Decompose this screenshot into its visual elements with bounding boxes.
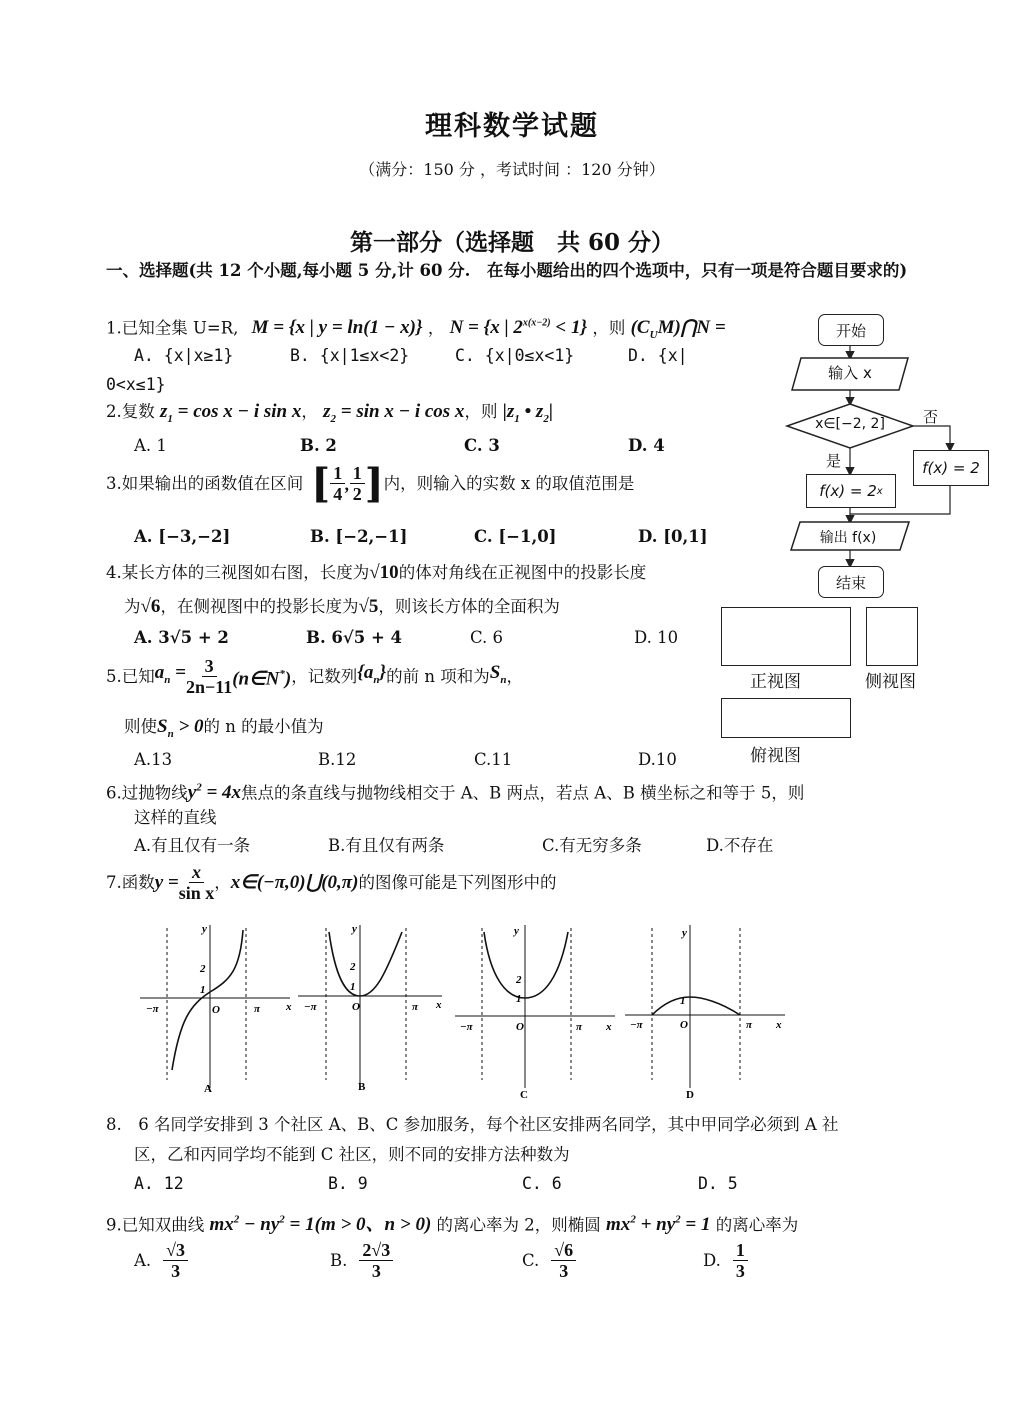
front-view-rect [721, 607, 851, 666]
q3-option-d: D. [0,1] [638, 527, 708, 546]
flowchart-end: 结束 [818, 566, 884, 598]
page-title: 理科数学试题 [425, 111, 599, 142]
question-6-line-2: 这样的直线 [134, 808, 217, 827]
q5-option-a: A.13 [134, 750, 173, 769]
side-view-rect [866, 607, 918, 666]
graph-d-label: D [686, 1089, 694, 1101]
graph-a-label: A [204, 1083, 212, 1095]
question-9-stem: 9.已知双曲线 $mx^2 - ny^2 = 1(m > 0$、n > 0) 的离心率为 2，则椭圆 $mx^2 + ny^2 = 1$ 的离心率为 [106, 1214, 799, 1236]
graph-c-x-label: x [606, 1021, 612, 1033]
graph-c-tick-neg-pi: −π [460, 1021, 473, 1033]
graph-b-tick-neg-pi: −π [304, 1001, 317, 1013]
graph-d-tick-o: O [680, 1019, 688, 1031]
page-subtitle: （满分：150 分 ，考试时间 ：120 分钟） [359, 160, 665, 179]
question-3-stem: 3.如果输出的函数值在区间 [ $\frac{1}{4}$ , $\frac{1}{2}$ ] 内，则输入的实数 x 的取值范围是 [106, 459, 635, 507]
graph-a-tick-2: 2 [200, 963, 206, 975]
graph-b-y-label: y [352, 923, 357, 935]
q9-option-b: B. $\frac{2√3}{3}$ [330, 1240, 393, 1281]
q4-option-c: C. 6 [470, 628, 504, 647]
q8-option-c: C. 6 [522, 1174, 562, 1193]
q5-option-d: D.10 [638, 750, 677, 769]
q8-option-b: B. 9 [328, 1174, 368, 1193]
q6-option-d: D.不存在 [706, 836, 774, 855]
graph-d [625, 925, 785, 1101]
question-4-line-2: 为√6，在侧视图中的投影长度为√5，则该长方体的全面积为 [124, 596, 560, 617]
graph-c [455, 925, 615, 1101]
graph-d-x-label: x [776, 1019, 782, 1031]
flowchart-yes-label: 是 [826, 452, 842, 470]
question-7-stem: 7.函数 y = $\frac{x}{\text{sin x}}$ ， x∈(−π,0)⋃(0,π) 的图像可能是下列图形中的 [106, 862, 557, 903]
graph-a-y-label: y [202, 923, 207, 935]
graph-b-label: B [358, 1081, 366, 1093]
graph-b-tick-pi: π [412, 1001, 419, 1013]
q6-option-b: B.有且仅有两条 [328, 836, 445, 855]
q4-option-d: D. 10 [634, 628, 679, 647]
graph-b-tick-o: O [352, 1001, 360, 1013]
graph-a [140, 923, 292, 1095]
set-expression: $(C_UM)⋂N$ = [630, 317, 726, 342]
q7-graphs [130, 920, 800, 1105]
top-view-label: 俯视图 [750, 746, 801, 766]
graph-c-tick-o: O [516, 1021, 524, 1033]
q9-option-c: C. $\frac{√6}{3}$ [522, 1240, 576, 1281]
question-5-line-1: 5.已知 $a_n$ = $\frac{3}{2n-11}$ (n∈N*) ，记数列 $\{a_n\}$ 的前 n 项和为 $S_n$ ， [106, 656, 523, 697]
flowchart-no-label: 否 [923, 408, 939, 426]
set-m: M = {x | y = ln(1 − x)} [251, 317, 423, 339]
q6-option-c: C.有无穷多条 [542, 836, 642, 855]
q5-option-b: B.12 [318, 750, 357, 769]
graph-d-tick-1: 1 [680, 995, 686, 1007]
side-view-label: 侧视图 [865, 672, 916, 692]
graph-c-tick-2: 2 [516, 974, 522, 986]
graph-a-tick-1: 1 [200, 984, 206, 996]
graph-b-tick-1: 1 [350, 981, 356, 993]
question-6-line-1: 6.过抛物线$y^2 = 4x$焦点的条直线与抛物线相交于 A、B 两点，若点 A、B 横坐标之和等于 5，则 [106, 782, 805, 804]
graph-b [298, 923, 442, 1093]
q1-option-a: A. {x|x≥1} [134, 346, 234, 365]
graph-c-tick-1: 1 [516, 993, 522, 1005]
graph-d-tick-neg-pi: −π [630, 1019, 643, 1031]
graph-a-tick-neg-pi: −π [146, 1003, 159, 1015]
q4-option-b: B. 6√5 + 4 [306, 628, 403, 647]
graph-c-y-label: y [514, 925, 519, 937]
graph-c-tick-pi: π [576, 1021, 583, 1033]
flowchart-condition: x∈[−2, 2] [815, 416, 885, 432]
flowchart-else-box: f(x) = 2 [913, 450, 989, 486]
graph-a-x-label: x [286, 1001, 292, 1013]
graph-a-tick-o: O [212, 1004, 220, 1016]
flowchart-start: 开始 [818, 314, 884, 346]
q3-option-b: B. [−2,−1] [310, 527, 408, 546]
graph-d-tick-pi: π [746, 1019, 753, 1031]
question-4-line-1: 4.某长方体的三视图如右图，长度为√10的体对角线在正视图中的投影长度 [106, 562, 647, 583]
q4-option-a: A. 3√5 + 2 [134, 628, 229, 647]
q8-option-a: A. 12 [134, 1174, 184, 1193]
question-8-line-2: 区，乙和丙同学均不能到 C 社区，则不同的安排方法种数为 [134, 1145, 570, 1164]
graph-d-y-label: y [682, 927, 687, 939]
part-heading: 第一部分（选择题 共 60 分） [349, 229, 675, 256]
question-2-stem: 2.复数 $z_1 = \cos x - i$ sin x， $z_2 = \sin x - i$ cos x，则 $|z_1$ • $z_2|$ [106, 401, 553, 425]
q9-option-a: A. $\frac{√3}{3}$ [134, 1240, 188, 1281]
question-8-line-1: 8. 6 名同学安排到 3 个社区 A、B、C 参加服务，每个社区安排两名同学，其中甲同学必须到 A 社 [106, 1115, 839, 1134]
front-view-label: 正视图 [750, 672, 801, 692]
q2-option-c: C. 3 [464, 436, 500, 455]
q1-option-d-cont: 0<x≤1} [106, 375, 166, 394]
q3-option-c: C. [−1,0] [474, 527, 557, 546]
q9-option-d: D. $\frac{1}{3}$ [703, 1240, 748, 1281]
graph-b-x-label: x [436, 999, 442, 1011]
flowchart-input: 输入 x [828, 364, 872, 382]
q1-option-b: B. {x|1≤x<2} [290, 346, 410, 365]
q3-option-a: A. [−3,−2] [134, 527, 231, 546]
q8-option-d: D. 5 [698, 1174, 738, 1193]
q2-option-a: A. 1 [134, 436, 167, 455]
question-5-line-2: 则使$S_n > 0$的 n 的最小值为 [124, 716, 324, 740]
q2-option-d: D. 4 [628, 436, 665, 455]
question-1-stem: 1.已知全集 U=R, M = {x | y = ln(1 − x)} ， N = {x | $2^{x(x-2)} < 1$} ，则 $(C_UM)⋂N$ = [106, 317, 726, 342]
q1-option-d: D. {x| [628, 346, 688, 365]
graph-c-label: C [520, 1089, 528, 1101]
top-view-rect [721, 698, 851, 738]
q5-option-c: C.11 [474, 750, 513, 769]
flowchart-then-box: f(x) = 2 x [806, 474, 896, 508]
flowchart-output: 输出 f(x) [819, 530, 877, 546]
set-n: N = {x | $2^{x(x-2)} < 1$} [449, 317, 588, 339]
section-instructions: 一、选择题(共 12 个小题,每小题 5 分,计 60 分. 在每小题给出的四个选项中，只有一项是符合题目要求的) [106, 261, 908, 280]
q2-option-b: B. 2 [300, 436, 337, 455]
graph-a-tick-pi: π [254, 1003, 261, 1015]
q1-option-c: C. {x|0≤x<1} [455, 346, 575, 365]
graph-b-tick-2: 2 [350, 961, 356, 973]
q6-option-a: A.有且仅有一条 [134, 836, 251, 855]
